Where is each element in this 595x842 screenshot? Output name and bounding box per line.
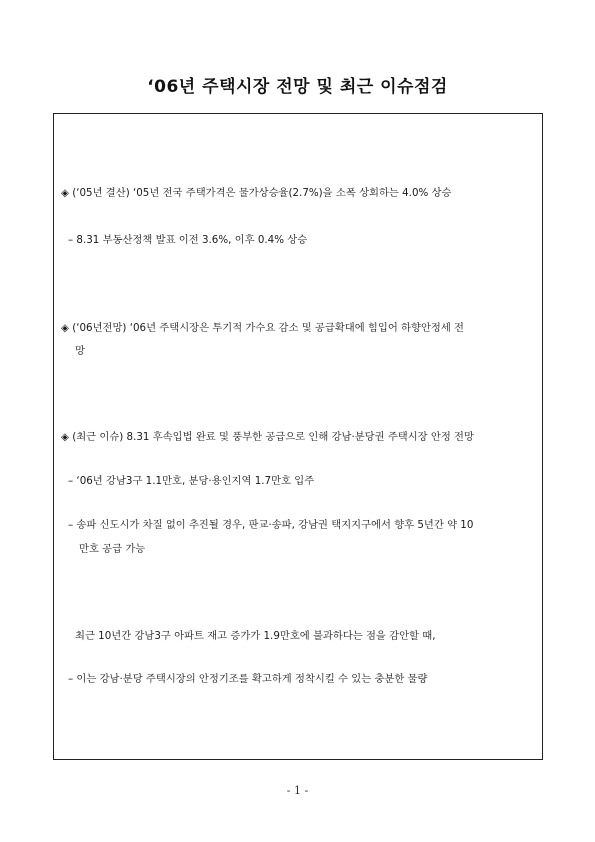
paragraph-2006-outlook-cont: 망	[75, 345, 85, 357]
paragraph-apartment-stock: 최근 10년간 강남3구 아파트 재고 증가가 1.9만호에 불과하다는 점을 감안할 때,	[75, 630, 436, 642]
document-title: ‘06년 주택시장 전망 및 최근 이슈점검	[147, 77, 448, 97]
paragraph-sufficient-volume: – 이는 강남·분당 주택시장의 안정기조를 확고하게 정착시킬 수 있는 충분한 물량	[68, 673, 428, 685]
paragraph-2006-outlook: ◈ (‘06년전망) ‘06년 주택시장은 투기적 가수요 감소 및 공급확대에 힘입어 하향안정세 전	[61, 322, 465, 334]
paragraph-songpa-newtown: – 송파 신도시가 차질 없이 추진될 경우, 판교·송파, 강남권 택지지구에서 향후 5년간 약 10	[68, 519, 474, 531]
paragraph-recent-issue: ◈ (최근 이슈) 8.31 후속입법 완료 및 풍부한 공급으로 인해 강남·분당권 주택시장 안정 전망	[61, 431, 474, 443]
paragraph-2005-summary: ◈ (‘05년 결산) ‘05년 전국 주택가격은 물가상승율(2.7%)을 소폭 상회하는 4.0% 상승	[61, 187, 452, 199]
paragraph-8-31-policy: – 8.31 부동산정책 발표 이전 3.6%, 이후 0.4% 상승	[68, 234, 308, 246]
paragraph-songpa-newtown-cont: 만호 공급 가능	[79, 543, 146, 555]
paragraph-gangnam-supply: – ‘06년 강남3구 1.1만호, 분당·용인지역 1.7만호 입주	[68, 475, 315, 487]
page-number: - 1 -	[286, 784, 309, 797]
